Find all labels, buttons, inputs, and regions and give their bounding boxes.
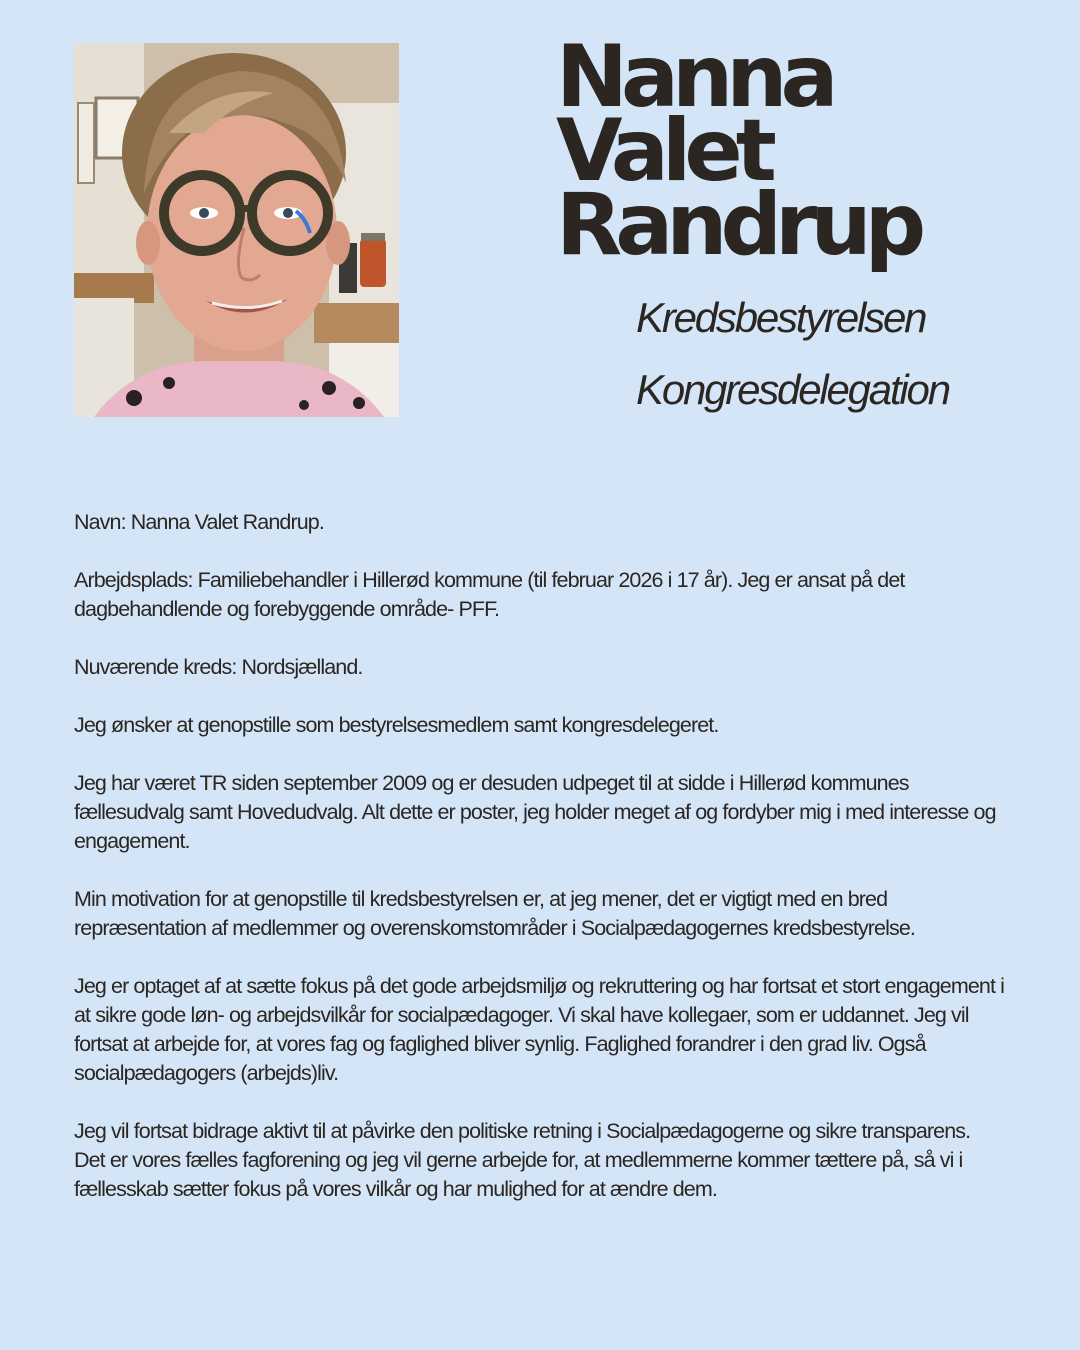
name-last: Randrup xyxy=(556,175,920,275)
role-kredsbestyrelsen: Kredsbestyrelsen xyxy=(636,294,926,341)
bio-current-kreds: Nuværende kreds: Nordsjælland. xyxy=(74,655,363,679)
bio-candidacy: Jeg ønsker at genopstille som bestyrelsesmedlem samt kongresdelegeret. xyxy=(74,713,719,737)
name-middle: Valet xyxy=(556,101,770,201)
candidate-photo xyxy=(74,43,399,417)
name-first: Nanna xyxy=(556,27,832,127)
role-kongresdelegation: Kongresdelegation xyxy=(636,366,949,413)
bio-name: Navn: Nanna Valet Randrup. xyxy=(74,510,324,534)
bio-motivation: Min motivation for at genopstille til kredsbestyrelsen er, at jeg mener, det er vigtigt med en bred repræsentation af medlemmer og overenskomstområder i Socialpædagogernes kredsbestyrelse. xyxy=(74,887,915,940)
bio-experience: Jeg har været TR siden september 2009 og er desuden udpeget til at sidde i Hillerød kommunes fællesudvalg samt Hovedudvalg. Alt dette er poster, jeg holder meget af og fordyber mig i med interesse og engagement. xyxy=(74,771,996,853)
bio-workplace: Arbejdsplads: Familiebehandler i Hillerød kommune (til februar 2026 i 17 år). Jeg er ansat på det dagbehandlende og forebyggende område- PFF. xyxy=(74,568,905,621)
portrait-image xyxy=(74,43,399,417)
candidate-name xyxy=(556,27,1036,275)
bio-text xyxy=(74,508,1004,1233)
bio-goals: Jeg vil fortsat bidrage aktivt til at påvirke den politiske retning i Socialpædagogerne og sikre transparens. Det er vores fælles fagforening og jeg vil gerne arbejde for, at medlemmerne kommer tættere på, så vi i fællesskab sætter fokus på vores vilkår og har mulighed for at ændre dem. xyxy=(74,1119,971,1201)
bio-focus: Jeg er optaget af at sætte fokus på det gode arbejdsmiljø og rekruttering og har fortsat et stort engagement i at sikre gode løn- og arbejdsvilkår for socialpædagoger. Vi skal have kollegaer, som er uddannet. Jeg vil fortsat at arbejde for, at vores fag og faglighed bliver synlig. Faglighed forandrer i den grad liv. Også socialpædagogers (arbejds)liv. xyxy=(74,974,1004,1085)
